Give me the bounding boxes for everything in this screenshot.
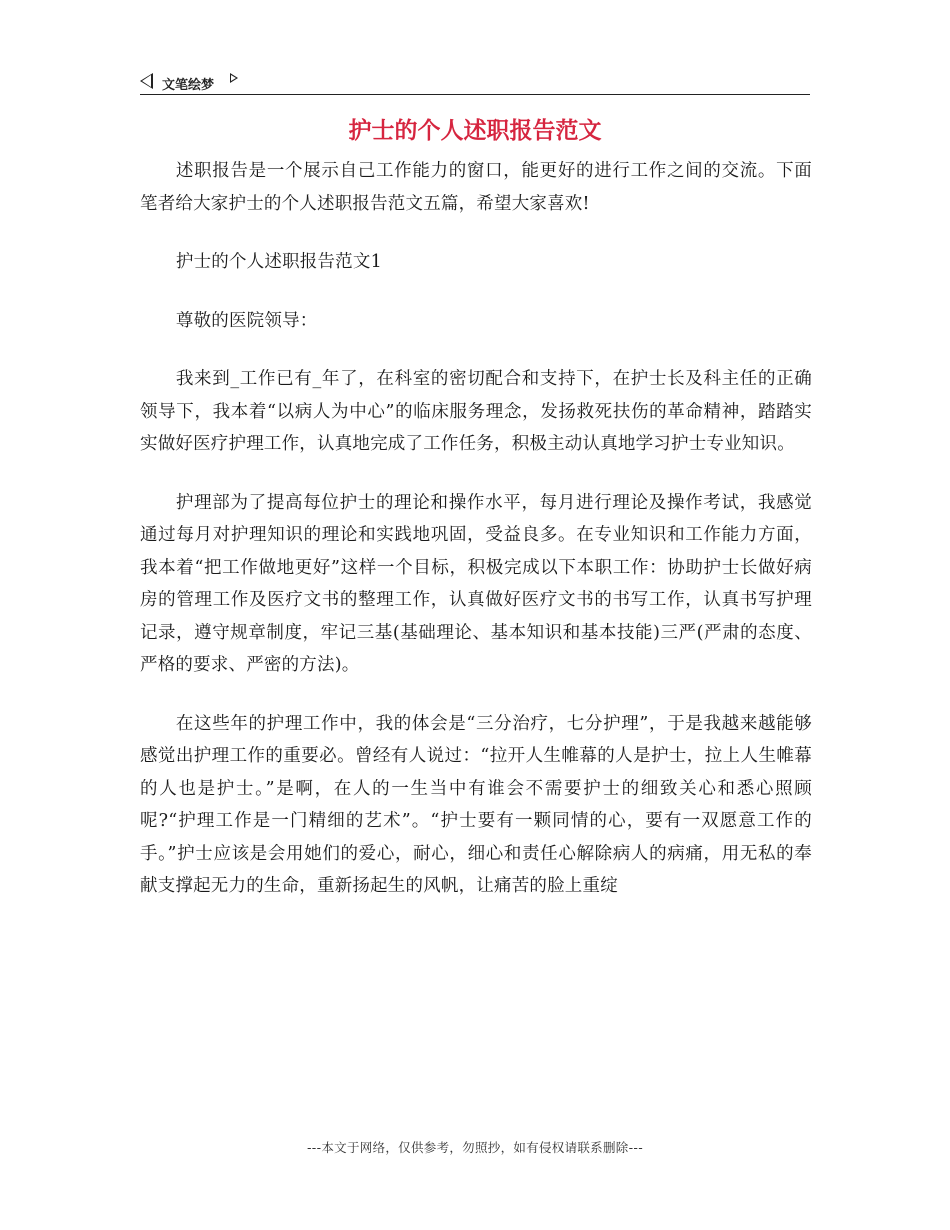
footer-disclaimer: ---本文于网络，仅供参考，勿照抄，如有侵权请联系删除--- xyxy=(306,1140,644,1155)
section-heading: 护士的个人述职报告范文1 xyxy=(175,252,382,272)
document-title: 护士的个人述职报告范文 xyxy=(348,118,602,144)
page-header xyxy=(140,72,810,95)
right-triangle-icon xyxy=(230,73,238,83)
body-paragraph: 护理部为了提高每位护士的理论和操作水平，每月进行理论及操作考试，我感觉通过每月对护理知识的理论和实践地巩固，受益良多。在专业知识和工作能力方面，我本着“把工作做地更好”这样一个目标，积极完成以下本职工作：协助护士长做好病房的管理工作及医疗文书的整理工作，认真做好医疗文书的书写工作，认真书写护理记录，遵守规章制度，牢记三基(基础理论、基本知识和基本技能)三严(严肃的态度、严格的要求、严密的方法)。 xyxy=(140,492,812,675)
intro-paragraph: 述职报告是一个展示自己工作能力的窗口，能更好的进行工作之间的交流。下面笔者给大家护士的个人述职报告范文五篇，希望大家喜欢! xyxy=(140,161,812,214)
body-paragraph: 在这些年的护理工作中，我的体会是“三分治疗，七分护理”，于是我越来越能够感觉出护理工作的重要必。曾经有人说过：“拉开人生帷幕的人是护士，拉上人生帷幕的人也是护士。”是啊，在人的一生当中有谁会不需要护士的细致关心和悉心照顾呢?“护理工作是一门精细的艺术”。“护士要有一颗同情的心，要有一双愿意工作的手。”护士应该是会用她们的爱心，耐心，细心和责任心解除病人的病痛，用无私的奉献支撑起无力的生命，重新扬起生的风帆，让痛苦的脸上重绽 xyxy=(140,713,812,896)
left-triangle-icon xyxy=(140,73,153,89)
document-body xyxy=(140,155,812,903)
brand-name: 文笔绘梦 xyxy=(162,78,215,93)
salutation: 尊敬的医院领导： xyxy=(175,310,318,331)
body-paragraph: 我来到_工作已有_年了，在科室的密切配合和支持下，在护士长及科主任的正确领导下，我本着“以病人为中心”的临床服务理念，发扬救死扶伤的革命精神，踏踏实实做好医疗护理工作，认真地完成了工作任务，积极主动认真地学习护士专业知识。 xyxy=(140,369,812,454)
